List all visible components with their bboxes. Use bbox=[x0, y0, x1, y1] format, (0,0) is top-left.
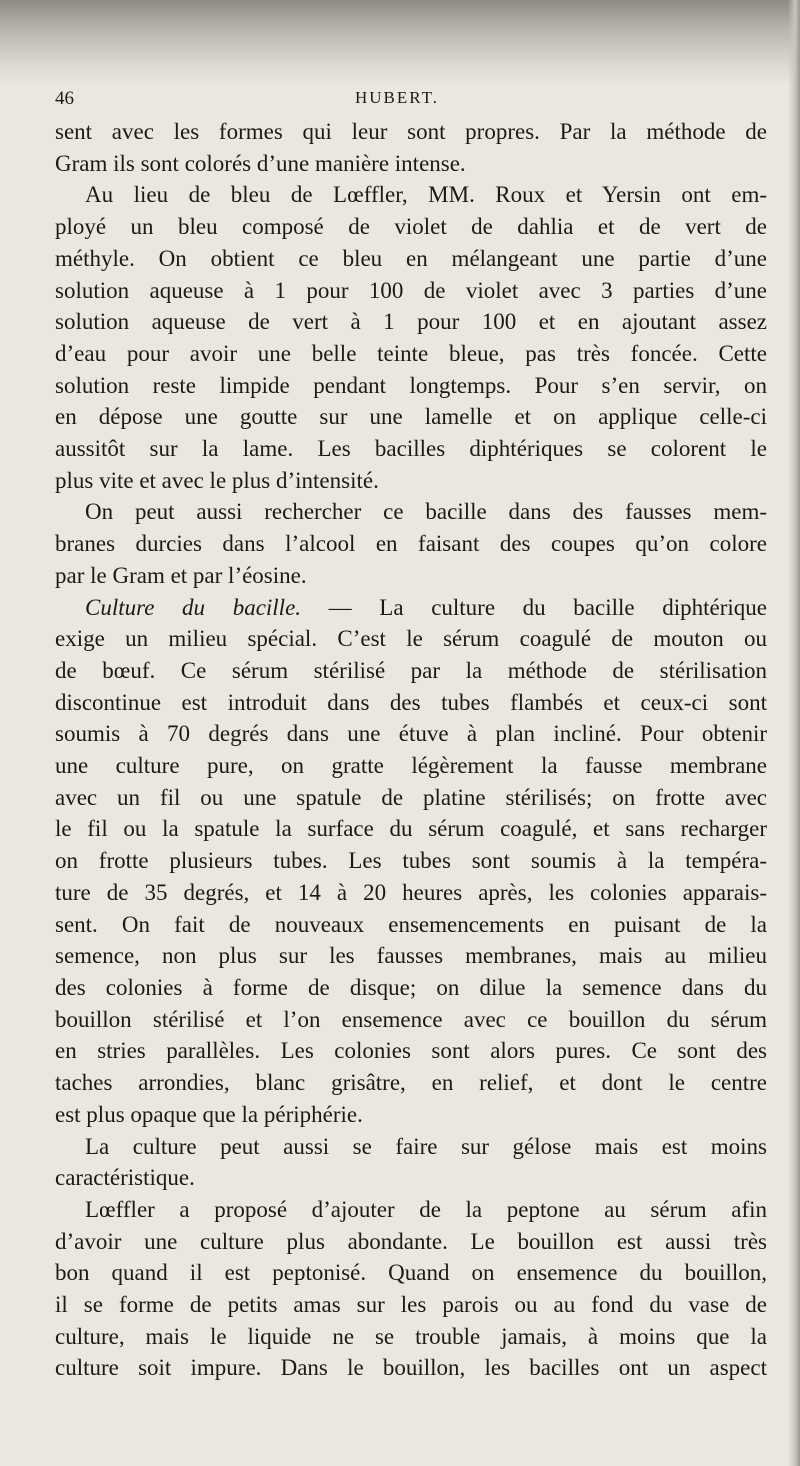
text-line: solution aqueuse à 1 pour 100 de violet avec 3 parties d’une bbox=[55, 277, 767, 303]
text-line: bouillon stérilisé et l’on ensemence avec ce bouillon du sérum bbox=[55, 1006, 767, 1032]
section-heading: Culture du bacille. bbox=[85, 594, 302, 620]
text-line: d’eau pour avoir une belle teinte bleue, pas très foncée. Cette bbox=[55, 340, 767, 366]
text-line: On peut aussi rechercher ce bacille dans des fausses mem- bbox=[85, 499, 767, 525]
text-line: sent. On fait de nouveaux ensemencements en puisant de la bbox=[55, 911, 767, 937]
text-line: aussitôt sur la lame. Les bacilles diphtériques se colorent le bbox=[55, 436, 767, 462]
text-line: de bœuf. Ce sérum stérilisé par la méthode de stérilisation bbox=[55, 657, 767, 683]
text-line: ture de 35 degrés, et 14 à 20 heures après, les colonies apparais- bbox=[55, 879, 767, 905]
text-line: ployé un bleu composé de violet de dahlia et de vert de bbox=[55, 214, 767, 240]
text-line: avec un fil ou une spatule de platine stérilisés; on frotte avec bbox=[55, 784, 767, 810]
text-line: d’avoir une culture plus abondante. Le bouillon est aussi très bbox=[55, 1228, 767, 1254]
scan-page-edge bbox=[788, 0, 800, 1466]
text-line: sent avec les formes qui leur sont propres. Par la méthode de bbox=[55, 119, 767, 144]
running-head-author: HUBERT. bbox=[355, 88, 439, 107]
text-line: soumis à 70 degrés dans une étuve à plan incliné. Pour obtenir bbox=[55, 721, 767, 747]
heading-line-text: — La culture du bacille diphtérique bbox=[301, 594, 767, 620]
text-line: en dépose une goutte sur une lamelle et on applique celle-ci bbox=[55, 404, 767, 430]
text-line: des colonies à forme de disque; on dilue la semence dans du bbox=[55, 974, 767, 1000]
text-line: caractéristique. bbox=[55, 1165, 195, 1191]
text-line: discontinue est introduit dans des tubes flambés et ceux-ci sont bbox=[55, 689, 767, 715]
text-line: une culture pure, on gratte légèrement la fausse membrane bbox=[55, 753, 767, 779]
text-line: plus vite et avec le plus d’intensité. bbox=[55, 467, 379, 493]
text-line: on frotte plusieurs tubes. Les tubes sont soumis à la tempéra- bbox=[55, 848, 767, 874]
running-header bbox=[55, 86, 767, 116]
text-line: semence, non plus sur les fausses membranes, mais au milieu bbox=[55, 943, 767, 969]
text-line: bon quand il est peptonisé. Quand on ensemence du bouillon, bbox=[55, 1260, 767, 1286]
text-line: solution reste limpide pendant longtemps. Pour s’en servir, on bbox=[55, 372, 767, 398]
scan-shadow-top bbox=[0, 0, 800, 85]
text-line: exige un milieu spécial. C’est le sérum coagulé de mouton ou bbox=[55, 626, 767, 652]
text-line: solution aqueuse de vert à 1 pour 100 et en ajoutant assez bbox=[55, 309, 767, 335]
text-line: La culture peut aussi se faire sur gélose mais est moins bbox=[85, 1133, 767, 1159]
text-line: branes durcies dans l’alcool en faisant des coupes qu’on colore bbox=[55, 531, 767, 557]
text-line: est plus opaque que la périphérie. bbox=[55, 1101, 363, 1127]
text-line: en stries parallèles. Les colonies sont alors pures. Ce sont des bbox=[55, 1038, 767, 1064]
text-line: culture soit impure. Dans le bouillon, les bacilles ont un aspect bbox=[55, 1355, 767, 1381]
text-line: culture, mais le liquide ne se trouble jamais, à moins que la bbox=[55, 1323, 767, 1349]
page-number: 46 bbox=[55, 88, 74, 109]
text-line: il se forme de petits amas sur les parois ou au fond du vase de bbox=[55, 1292, 767, 1318]
text-line: Lœffler a proposé d’ajouter de la peptone au sérum afin bbox=[85, 1196, 767, 1222]
body-text bbox=[55, 116, 767, 1384]
text-line: taches arrondies, blanc grisâtre, en relief, et dont le centre bbox=[55, 1070, 767, 1096]
text-line: Gram ils sont colorés d’une manière intense. bbox=[55, 150, 466, 176]
text-line: le fil ou la spatule la surface du sérum coagulé, et sans recharger bbox=[55, 816, 767, 842]
book-page bbox=[55, 86, 767, 1384]
text-line: Au lieu de bleu de Lœffler, MM. Roux et Yersin ont em- bbox=[85, 182, 767, 208]
text-line: par le Gram et par l’éosine. bbox=[55, 562, 307, 588]
text-line: méthyle. On obtient ce bleu en mélangeant une partie d’une bbox=[55, 245, 767, 271]
section-heading-line bbox=[55, 592, 767, 624]
